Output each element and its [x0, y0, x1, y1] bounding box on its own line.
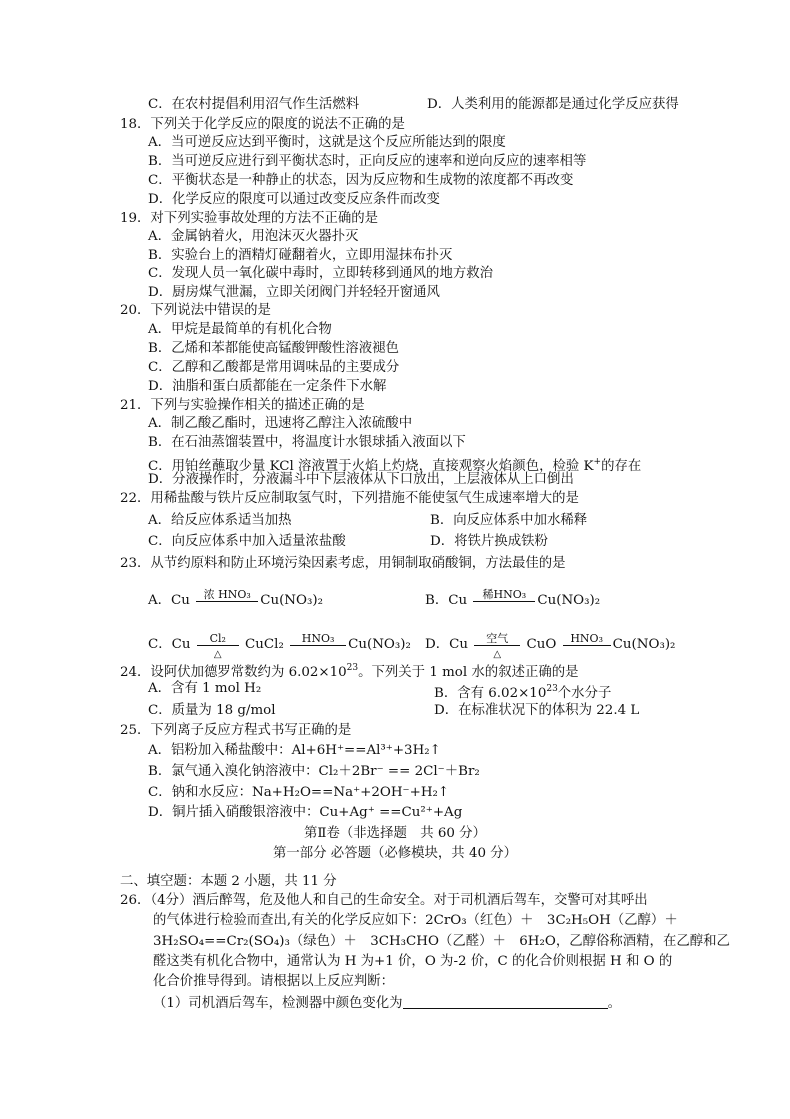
- q22-option-d: D．将铁片换成铁粉: [430, 534, 548, 549]
- q22-stem: 22．用稀盐酸与铁片反应制取氢气时，下列措施不能使氢气生成速率增大的是: [120, 491, 579, 506]
- q25-option-b: B．氯气通入溴化钠溶液中：Cl₂＋2Br⁻ == 2Cl⁻＋Br₂: [148, 764, 480, 779]
- q21-option-b: B．在石油蒸馏装置中，将温度计水银球插入液面以下: [148, 435, 466, 450]
- q22-option-a: A．给反应体系适当加热: [148, 513, 292, 528]
- q24-b-text: B．含有 6.02×10: [434, 686, 547, 701]
- q26-sub-1-text: （1）司机酒后驾车，检测器中颜色变化为: [153, 996, 403, 1011]
- q24-b-end: 个水分子: [557, 686, 612, 701]
- arrow-reagent: HNO₃: [570, 632, 603, 645]
- reaction-arrow: [196, 588, 258, 602]
- section-part-title: 第一部分 必答题（必修模块，共 40 分）: [272, 846, 518, 861]
- q21-option-d: D．分液操作时，分液漏斗中下层液体从下口放出，上层液体从上口倒出: [148, 472, 574, 487]
- q20-option-b: B．乙烯和苯都能使高锰酸钾酸性溶液褪色: [148, 341, 399, 356]
- q21-option-a: A．制乙酸乙酯时，迅速将乙醇注入浓硫酸中: [148, 416, 413, 431]
- q23-stem: 23．从节约原料和防止环境污染因素考虑，用铜制取硝酸铜，方法最佳的是: [120, 556, 566, 571]
- q25-option-d: D．铜片插入硝酸银溶液中：Cu+Ag⁺ ==Cu²⁺+Ag: [148, 805, 463, 820]
- section-title: 第Ⅱ卷（非选择题 共 60 分）: [304, 826, 486, 841]
- reaction-arrow: [473, 588, 535, 602]
- q20-option-c: C．乙醇和乙酸都是常用调味品的主要成分: [148, 360, 400, 375]
- q25-option-a: A．铝粉加入稀盐酸中：Al+6H⁺==Al³⁺+3H₂↑: [148, 743, 441, 758]
- q24-stem: [120, 659, 579, 682]
- q18-option-d: D．化学反应的限度可以通过改变反应条件而改变: [148, 192, 440, 207]
- q23-option-c: [148, 632, 411, 660]
- q26-sub-1-end: 。: [607, 996, 621, 1011]
- q22-option-b: B．向反应体系中加水稀释: [430, 513, 588, 528]
- reaction-arrow: [563, 632, 611, 646]
- q22-option-c: C．向反应体系中加入适量浓盐酸: [148, 534, 346, 549]
- q18-option-b: B．当可逆反应进行到平衡状态时，正向反应的速率和逆向反应的速率相等: [148, 154, 587, 169]
- q24-b-sup: 23: [546, 684, 558, 694]
- q24-option-b: [434, 680, 611, 703]
- q20-option-a: A．甲烷是最简单的有机化合物: [148, 322, 332, 337]
- q23-d-product: Cu(NO₃)₂: [612, 637, 676, 652]
- fill-section-header: 二、填空题：本题 2 小题，共 11 分: [120, 874, 337, 889]
- q19-option-d: D．厨房煤气泄漏，立即关闭阀门并轻轻开窗通风: [148, 285, 440, 300]
- q26-line-1: 26．（4分）酒后醉驾，危及他人和自己的生命安全。对于司机酒后驾车，交警可对其呼出: [120, 893, 648, 908]
- arrow-reagent: 空气: [486, 632, 509, 645]
- q20-stem: 20．下列说法中错误的是: [120, 303, 271, 318]
- q25-stem: 25．下列离子反应方程式书写正确的是: [120, 723, 352, 738]
- q23-option-b: [425, 588, 601, 610]
- q21-option-c-text: C．用铂丝蘸取少量 KCl 溶液置于火焰上灼烧，直接观察火焰颜色，检验 K: [148, 459, 594, 474]
- q24-stem-text: 24．设阿伏加德罗常数约为 6.02×10: [120, 665, 347, 680]
- q24-option-d: D．在标准状况下的体积为 22.4 L: [434, 703, 640, 718]
- arrow-reagent: HNO₃: [301, 632, 335, 645]
- q26-line-2: 的气体进行检验而查出,有关的化学反应如下：2CrO₃（红色）＋ 3C₂H₅OH（乙醇）＋: [153, 913, 678, 928]
- q23-a-product: Cu(NO₃)₂: [260, 593, 323, 608]
- q23-b-label: B．Cu: [425, 593, 468, 608]
- heat-symbol: △: [493, 649, 502, 660]
- q26-sub-1: [153, 994, 621, 1013]
- q24-stem-end: 。下列关于 1 mol 水的叙述正确的是: [358, 665, 579, 680]
- q23-a-label: A．Cu: [148, 593, 190, 608]
- q23-c-intermediate: CuCl₂: [245, 637, 284, 652]
- q23-b-product: Cu(NO₃)₂: [537, 593, 601, 608]
- q17-option-c: C．在农村提倡利用沼气作生活燃料: [148, 97, 360, 112]
- q24-option-c: C．质量为 18 g/mol: [148, 703, 276, 718]
- q19-stem: 19．对下列实验事故处理的方法不正确的是: [120, 211, 379, 226]
- reaction-arrow: [290, 632, 346, 646]
- q23-option-d: [425, 632, 676, 660]
- q19-option-c: C．发现人员一氧化碳中毒时，立即转移到通风的地方救治: [148, 266, 494, 281]
- q23-c-label: C．Cu: [148, 637, 191, 652]
- q23-d-label: D．Cu: [425, 637, 468, 652]
- q24-option-a: A．含有 1 mol H₂: [148, 681, 262, 696]
- q18-stem: 18．下列关于化学反应的限度的说法不正确的是: [120, 117, 405, 132]
- q23-c-product: Cu(NO₃)₂: [348, 637, 411, 652]
- q18-option-c: C．平衡状态是一种静止的状态，因为反应物和生成物的浓度都不再改变: [148, 173, 574, 188]
- q25-option-c: C．钠和水反应：Na+H₂O==Na⁺+2OH⁻+H₂↑: [148, 785, 450, 800]
- arrow-reagent: 浓 HNO₃: [203, 588, 251, 601]
- q19-option-b: B．实验台上的酒精灯碰翻着火，立即用湿抹布扑灭: [148, 248, 453, 263]
- q21-stem: 21．下列与实验操作相关的描述正确的是: [120, 398, 365, 413]
- q21-option-c-end: 的存在: [601, 459, 642, 474]
- q26-line-3: 3H₂SO₄==Cr₂(SO₄)₃（绿色）＋ 3CH₃CHO（乙醛）＋ 6H₂O，乙醇俗称酒精，在乙醇和乙: [153, 934, 730, 949]
- q26-line-4: 醛这类有机化合物中，通常认为 H 为+1 价，O 为-2 价，C 的化合价则根据 H 和 O 的: [153, 954, 673, 969]
- q17-option-d: D．人类利用的能源都是通过化学反应获得: [427, 97, 679, 112]
- q24-stem-sup: 23: [346, 663, 359, 673]
- reaction-arrow: [474, 632, 520, 660]
- q23-option-a: [148, 588, 323, 610]
- q20-option-d: D．油脂和蛋白质都能在一定条件下水解: [148, 379, 387, 394]
- q19-option-a: A．金属钠着火，用泡沫灭火器扑灭: [148, 229, 359, 244]
- heat-symbol: △: [213, 649, 222, 660]
- q18-option-a: A．当可逆反应达到平衡时，这就是这个反应所能达到的限度: [148, 135, 506, 150]
- answer-blank[interactable]: [403, 994, 608, 1009]
- q23-d-intermediate: CuO: [526, 637, 557, 652]
- arrow-reagent: Cl₂: [209, 632, 226, 645]
- q26-line-5: 化合价推导得到。请根据以上反应判断：: [153, 974, 395, 989]
- q21-option-c-sup: +: [593, 457, 602, 467]
- arrow-reagent: 稀HNO₃: [482, 588, 527, 601]
- reaction-arrow: [197, 632, 239, 660]
